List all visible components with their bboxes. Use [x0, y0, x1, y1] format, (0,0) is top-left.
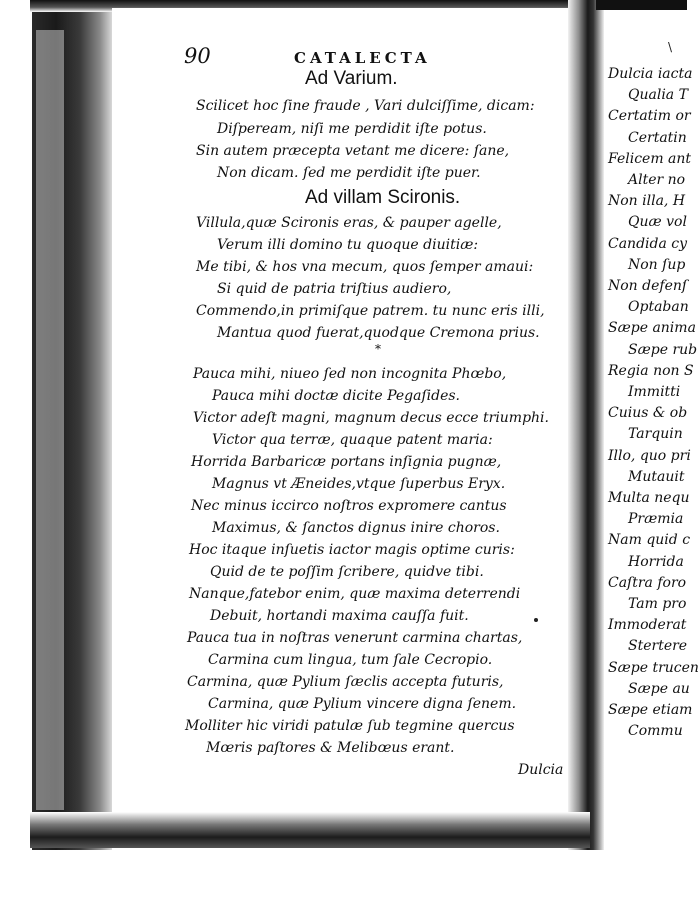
- right-page-line: Regia non S: [608, 362, 694, 379]
- verse-line: Quid de te poſſim ſcribere, quidve tibi.: [210, 564, 484, 580]
- verse-line: Magnus vt Æneides,vtque ſuperbus Eryx.: [212, 476, 506, 492]
- right-page-line: Multa nequ: [608, 490, 690, 506]
- right-page-line: Non defenſ: [608, 278, 688, 294]
- verse-line: Me tibi, & hos vna mecum, quos ſemper amaui:: [196, 259, 534, 275]
- right-page-line: Sæpe rub: [628, 341, 698, 358]
- right-page-line: Felicem ant: [608, 150, 692, 167]
- right-page-line: Alter no: [628, 172, 686, 188]
- verse-line: Verum illi domino tu quoque diuitiæ:: [217, 237, 479, 253]
- verse-line: Pauca tua in noſtras venerunt carmina chartas,: [187, 630, 523, 646]
- poem-title: Ad villam Scironis.: [305, 187, 461, 208]
- verse-line: Debuit, hortandi maxima cauſſa fuit.: [210, 608, 469, 624]
- binding-highlight: [36, 30, 64, 810]
- verse-line: Si quid de patria triſtius audiero,: [217, 281, 452, 297]
- verse-line: Diſpeream, niſi me perdidit iſte potus.: [217, 121, 487, 137]
- right-page-line: Tam pro: [628, 596, 687, 612]
- right-page-line: Certatim or: [608, 108, 691, 125]
- right-page-top-edge: [596, 0, 687, 10]
- bottom-edge-shadow: [30, 812, 590, 848]
- verse-line: Carmina, quæ Pylium ſæclis accepta futuris,: [187, 674, 504, 690]
- verse-line: Nanque,fatebor enim, quæ maxima deterrendi: [189, 586, 521, 602]
- running-title: CATALECTA: [294, 49, 431, 67]
- verse-line: Pauca mihi doctæ dicite Pegaſides.: [212, 388, 461, 404]
- verse-line: Victor adeſt magni, magnum decus ecce triumphi.: [193, 410, 549, 426]
- right-page-line: Candida cy: [608, 235, 688, 252]
- verse-line: Mantua quod fuerat,quodque Cremona prius.: [217, 325, 540, 341]
- page-number: 90: [184, 44, 211, 68]
- right-page-line: Præmia: [628, 511, 684, 528]
- verse-line: Mœris paſtores & Melibœus erant.: [206, 740, 455, 756]
- right-page-line: Immitti: [628, 384, 681, 400]
- ink-speck: [534, 618, 538, 622]
- verse-line: Molliter hic viridi patulæ ſub tegmine quercus: [185, 718, 515, 734]
- verse-line: Sin autem præcepta vetant me dicere: ſane,: [196, 143, 510, 159]
- right-page-line: Non ſup: [628, 256, 686, 273]
- right-page-line: Sæpe anima: [608, 320, 696, 337]
- right-page-line: Immoderat: [608, 617, 687, 634]
- center-gutter: [568, 0, 604, 850]
- right-page-line: Optaban: [628, 299, 689, 316]
- verse-line: Carmina, quæ Pylium vincere digna ſenem.: [208, 696, 517, 712]
- verse-line: Maximus, & ſanctos dignus inire choros.: [212, 520, 500, 536]
- poem-title: Ad Varium.: [305, 68, 398, 89]
- section-ornament: *: [375, 342, 381, 356]
- verse-line: Pauca mihi, niueo ſed non incognita Phœbo,: [193, 366, 507, 382]
- right-page-line: Sæpe trucen: [608, 659, 699, 676]
- verse-line: Villula,quæ Scironis eras, & pauper agelle,: [196, 215, 502, 231]
- verse-line: Victor qua terræ, quaque patent maria:: [212, 432, 493, 448]
- verse-line: Non dicam. ſed me perdidit iſte puer.: [217, 165, 481, 181]
- right-page-line: Sæpe etiam: [608, 702, 693, 718]
- right-page-line: Commu: [628, 723, 683, 740]
- verse-line: Commendo,in primiſque patrem. tu nunc eris illi,: [196, 303, 545, 319]
- right-page-line: Stertere: [628, 638, 688, 655]
- right-page-line: Qualia T: [628, 87, 688, 104]
- right-page-line: Certatin: [628, 129, 687, 146]
- right-page-line: Horrida: [628, 553, 684, 570]
- verse-line: Horrida Barbaricæ portans inſignia pugnæ,: [191, 454, 502, 470]
- right-page-mark: \: [668, 40, 673, 54]
- verse-line: Nec minus iccirco noſtros expromere cantus: [191, 498, 507, 514]
- right-page-line: Dulcia iacta: [608, 66, 693, 82]
- right-page-line: Quæ vol: [628, 214, 687, 231]
- right-page-line: Mutauit: [628, 468, 685, 485]
- right-page-line: Non illa, H: [608, 193, 686, 210]
- verse-line: Hoc itaque inſuetis iactor magis optime curis:: [189, 542, 515, 558]
- right-page-line: Caſtra foro: [608, 574, 687, 591]
- right-page-line: Nam quid c: [608, 532, 691, 549]
- right-page-line: Tarquin: [628, 426, 683, 443]
- right-page-line: Illo, quo pri: [608, 447, 691, 464]
- right-page-line: Sæpe au: [628, 680, 690, 697]
- catchword: Dulcia: [518, 762, 564, 778]
- right-page-line: Cuius & ob: [608, 405, 688, 422]
- verse-line: Scilicet hoc ſine fraude , Vari dulciſſime, dicam:: [196, 98, 535, 114]
- left-page: [112, 8, 568, 814]
- verse-line: Carmina cum lingua, tum ſale Cecropio.: [208, 652, 493, 668]
